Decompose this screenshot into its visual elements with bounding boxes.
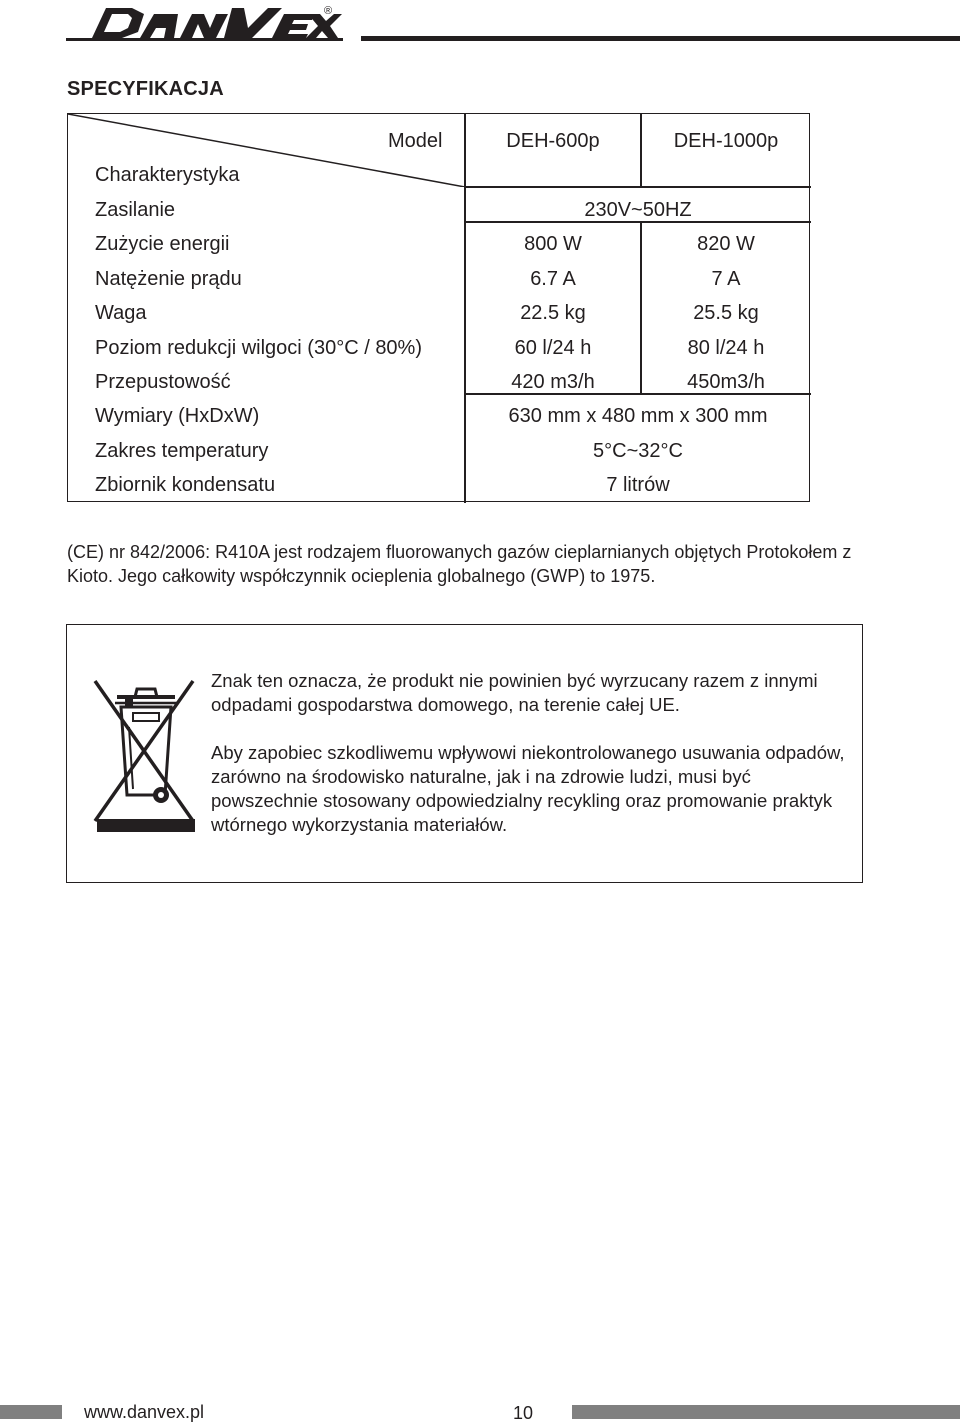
model-name-1: DEH-600p [506, 130, 600, 152]
row-value-1: 800 W [524, 233, 582, 255]
model-name-2: DEH-1000p [673, 130, 779, 152]
row-value-1: 420 m3/h [511, 371, 595, 393]
header-rule-right [361, 36, 960, 41]
row-value-1: 22.5 kg [520, 302, 586, 324]
weee-text [211, 669, 861, 837]
spec-table [67, 113, 810, 502]
weee-paragraph-1: Znak ten oznacza, że produkt nie powinien być wyrzucany razem z innymi odpadami gospodarstwa domowego, na terenie całej UE. [211, 670, 818, 715]
footer-bar-left [0, 1405, 62, 1419]
refrigerant-note: (CE) nr 842/2006: R410A jest rodzajem fluorowanych gazów cieplarnianych objętych Protokołem z Kioto. Jego całkowity współczynnik ocieplenia globalnego (GWP) to 1975. [67, 542, 852, 586]
row-shared-value: 630 mm x 480 mm x 300 mm [508, 405, 768, 427]
row-value-2: 820 W [697, 233, 755, 255]
row-shared-value: 230V~50HZ [584, 199, 692, 221]
header-rule-left [66, 38, 343, 41]
row-value-2: 450m3/h [687, 371, 765, 393]
header-characteristics: Charakterystyka [95, 164, 240, 186]
row-label: Wymiary (HxDxW) [95, 405, 260, 427]
row-label: Zasilanie [95, 199, 176, 221]
row-value-1: 60 l/24 h [514, 337, 592, 359]
row-value-1: 6.7 A [530, 268, 576, 290]
row-value-2: 7 A [711, 268, 741, 290]
row-label: Zbiornik kondensatu [95, 474, 276, 496]
header-model: Model [388, 130, 443, 152]
danvex-logo [92, 2, 342, 42]
row-label: Zużycie energii [95, 233, 230, 255]
row-label: Waga [95, 302, 147, 324]
row-shared-value: 7 litrów [606, 474, 670, 496]
header-row-divider [464, 186, 811, 188]
page-number: 10 [513, 1403, 534, 1423]
registered-mark: ® [324, 5, 333, 17]
row-label: Zakres temperatury [95, 440, 269, 462]
row-label: Natężenie prądu [95, 268, 242, 290]
section-title: SPECYFIKACJA [67, 78, 224, 100]
row-value-2: 80 l/24 h [687, 337, 765, 359]
crossed-out-wheelie-bin-icon [93, 677, 197, 839]
footer-url: www.danvex.pl [84, 1402, 205, 1422]
footer-bar-right [572, 1405, 960, 1419]
weee-paragraph-2: Aby zapobiec szkodliwemu wpływowi niekontrolowanego usuwania odpadów, zarówno na środowisko naturalne, jak i na zdrowie ludzi, musi być powszechnie stosowany odpowiedzialny recykling oraz promowanie praktyk wtórnego wykorzystania materiałów. [211, 742, 845, 835]
row-value-2: 25.5 kg [693, 302, 759, 324]
row-label: Przepustowość [95, 371, 231, 393]
row-shared-value: 5°C~32°C [593, 440, 683, 462]
row-label: Poziom redukcji wilgoci (30°C / 80%) [95, 337, 423, 359]
weee-notice-box [66, 624, 863, 883]
